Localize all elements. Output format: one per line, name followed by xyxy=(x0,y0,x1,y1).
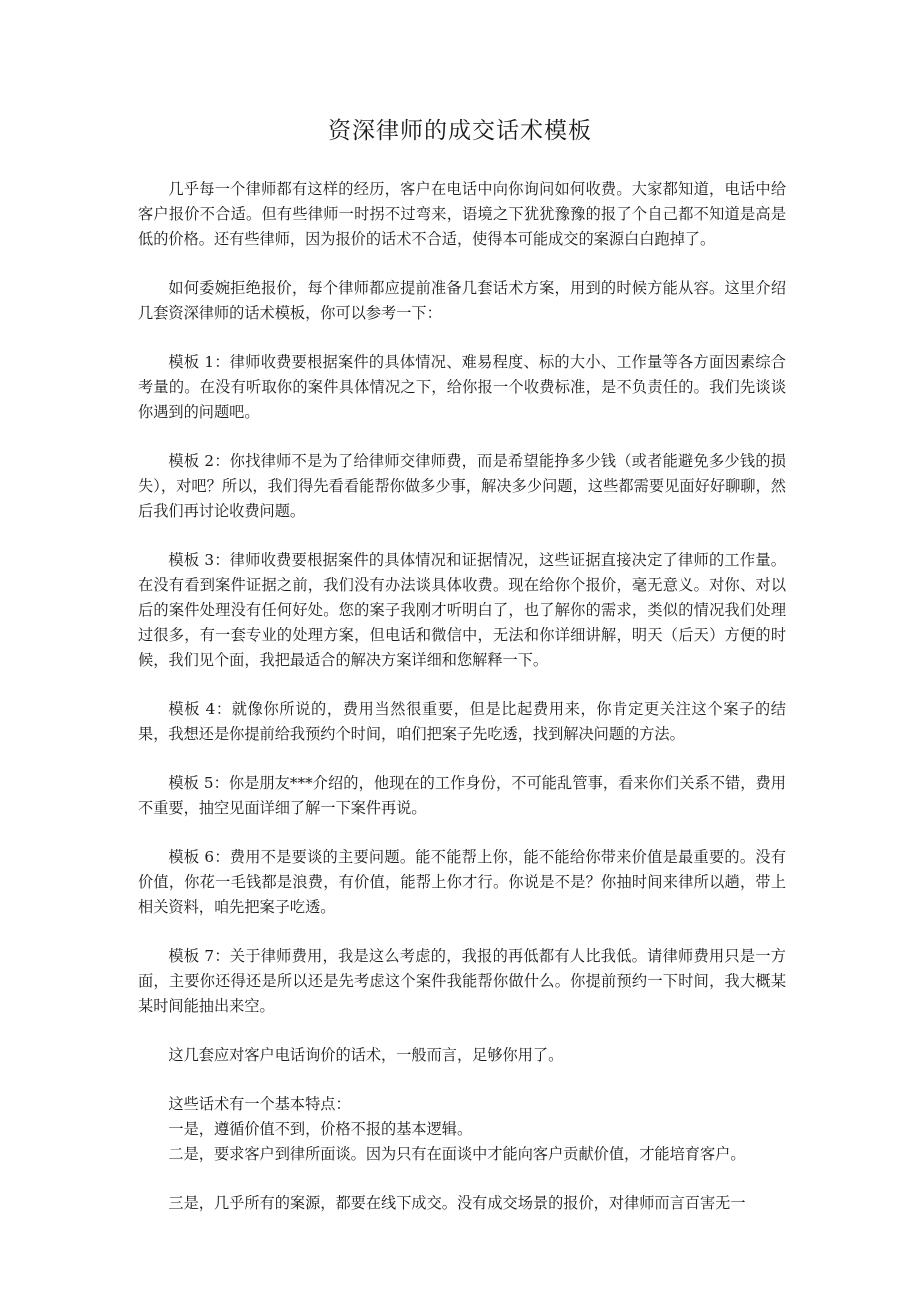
paragraph-how-to-decline: 如何委婉拒绝报价，每个律师都应提前准备几套话术方案，用到的时候方能从容。这里介绍几套资深律师的话术模板，你可以参考一下： xyxy=(138,279,786,322)
document-title: 资深律师的成交话术模板 xyxy=(328,118,592,144)
paragraph-template-2: 模板 2：你找律师不是为了给律师交律师费，而是希望能挣多少钱（或者能避免多少钱的损失），对吧？所以，我们得先看看能帮你做多少事，解决多少问题，这些都需要见面好好聊聊，然后我们再讨论收费问题。 xyxy=(138,452,786,520)
paragraph-template-1: 模板 1：律师收费要根据案件的具体情况、难易程度、标的大小、工作量等各方面因素综合考量的。在没有听取你的案件具体情况之下，给你报一个收费标准，是不负责任的。我们先谈谈你遇到的问题吧。 xyxy=(138,353,786,421)
document-body xyxy=(138,177,786,1216)
paragraph-template-5: 模板 5：你是朋友***介绍的，他现在的工作身份，不可能乱管事，看来你们关系不错，费用不重要，抽空见面详细了解一下案件再说。 xyxy=(138,774,786,817)
paragraph-template-3: 模板 3：律师收费要根据案件的具体情况和证据情况，这些证据直接决定了律师的工作量。在没有看到案件证据之前，我们没有办法谈具体收费。现在给你个报价，毫无意义。对你、对以后的案件处理没有任何好处。您的案子我刚才听明白了，也了解你的需求，类似的情况我们处理过很多，有一套专业的处理方案，但电话和微信中，无法和你详细讲解，明天（后天）方便的时候，我们见个面，我把最适合的解决方案详细和您解释一下。 xyxy=(138,551,786,669)
paragraph-intro: 几乎每一个律师都有这样的经历，客户在电话中向你询问如何收费。大家都知道，电话中给客户报价不合适。但有些律师一时拐不过弯来，语境之下犹犹豫豫的报了个自己都不知道是高是低的价格。还有些律师，因为报价的话术不合适，使得本可能成交的案源白白跑掉了。 xyxy=(138,180,786,248)
paragraph-summary: 这几套应对客户电话询价的话术，一般而言，足够你用了。 xyxy=(168,1046,564,1064)
paragraph-template-6: 模板 6：费用不是要谈的主要问题。能不能帮上你，能不能给你带来价值是最重要的。没有价值，你花一毛钱都是浪费，有价值，能帮上你才行。你说是不是？你抽时间来律所以趟，带上相关资料，咱先把案子吃透。 xyxy=(138,848,786,916)
paragraph-template-7: 模板 7：关于律师费用，我是这么考虑的，我报的再低都有人比我低。请律师费用只是一方面，主要你还得还是所以还是先考虑这个案件我能帮你做什么。你提前预约一下时间，我大概某某时间能抽出来空。 xyxy=(138,947,786,1015)
feature-item: 一是，遵循价值不到，价格不报的基本逻辑。 xyxy=(168,1120,473,1138)
spacer xyxy=(138,1167,786,1191)
paragraph-template-4: 模板 4：就像你所说的，费用当然很重要，但是比起费用来，你肯定更关注这个案子的结果，我想还是你提前给我预约个时间，咱们把案子先吃透，找到解决问题的方法。 xyxy=(138,700,786,743)
features-intro: 这些话术有一个基本特点： xyxy=(168,1095,351,1113)
feature-item-final: 三是，几乎所有的案源，都要在线下成交。没有成交场景的报价，对律师而言百害无一 xyxy=(168,1194,746,1212)
feature-item: 二是，要求客户到律所面谈。因为只有在面谈中才能向客户贡献价值，才能培育客户。 xyxy=(168,1145,746,1163)
